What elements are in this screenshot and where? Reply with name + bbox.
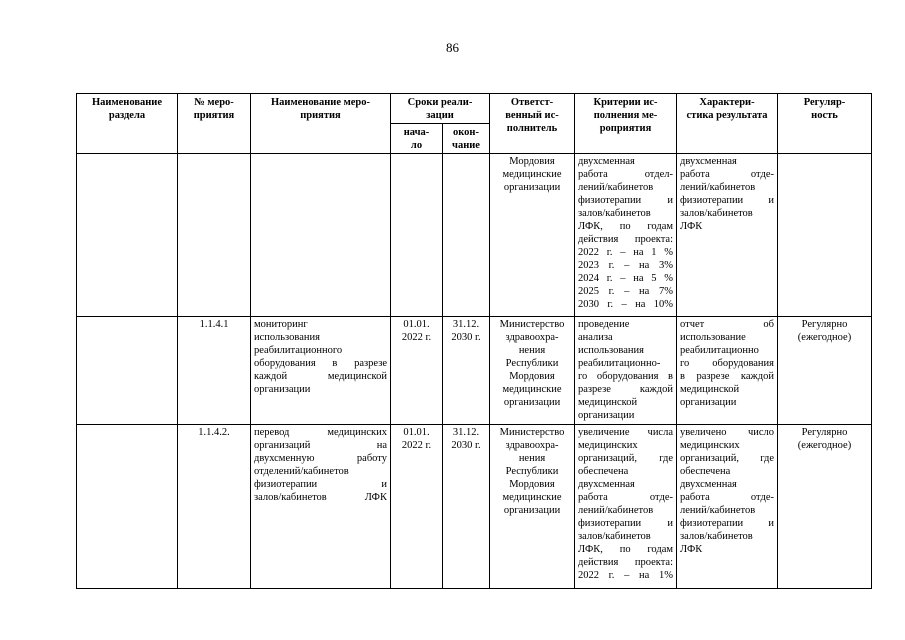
text-line: организации bbox=[254, 384, 311, 395]
text-line: перевод медицинских bbox=[254, 427, 387, 438]
text-line: нения bbox=[518, 345, 546, 356]
cell-end bbox=[443, 154, 490, 317]
text-line: организации bbox=[578, 410, 635, 421]
text-line: физиотерапии и bbox=[680, 518, 774, 529]
text-line: физиотерапии и bbox=[578, 518, 673, 529]
header-start bbox=[391, 124, 443, 154]
text-line: 31.12. bbox=[452, 427, 480, 438]
text-line: Мордовия bbox=[509, 371, 555, 382]
cell-name bbox=[251, 425, 391, 589]
text-line: чание bbox=[452, 140, 480, 151]
cell-regularity bbox=[778, 425, 872, 589]
text-line: организаций на bbox=[254, 440, 387, 451]
text-line: раздела bbox=[108, 110, 146, 121]
text-line: залов/кабинетов ЛФК bbox=[254, 492, 387, 503]
text-line: Критерии ис- bbox=[593, 97, 658, 108]
cell-name bbox=[251, 154, 391, 317]
text-line: ЛФК bbox=[680, 221, 703, 232]
text-line: нения bbox=[518, 453, 546, 464]
text-line: ЛФК, по годам bbox=[578, 544, 673, 555]
table-row bbox=[77, 317, 872, 425]
header-terms bbox=[391, 94, 490, 124]
text-line: увеличение числа bbox=[578, 427, 673, 438]
text-line: медицинских bbox=[578, 440, 638, 451]
text-line: организаций, где bbox=[680, 453, 774, 464]
cell-regularity bbox=[778, 317, 872, 425]
text-line: 2030 г. bbox=[451, 440, 481, 451]
text-line: полнения ме- bbox=[593, 110, 658, 121]
text-line: (ежегодное) bbox=[797, 332, 852, 343]
table-row bbox=[77, 154, 872, 317]
cell-criteria bbox=[575, 317, 677, 425]
text-line: Республики bbox=[505, 466, 559, 477]
cell-result bbox=[677, 317, 778, 425]
page-number: 86 bbox=[446, 40, 459, 55]
text-line: 2024 г. – на 5 % bbox=[578, 273, 673, 284]
header-criteria bbox=[575, 94, 677, 154]
text-line: Мордовия bbox=[509, 479, 555, 490]
cell-result bbox=[677, 425, 778, 589]
text-line: двухсменная bbox=[680, 479, 737, 490]
header-name bbox=[251, 94, 391, 154]
text-line: использования bbox=[578, 345, 644, 356]
text-line: 2022 г. bbox=[401, 440, 432, 451]
text-line: Министерство bbox=[499, 319, 565, 330]
text-line: Республики bbox=[505, 358, 559, 369]
text-line: физиотерапии и bbox=[254, 479, 387, 490]
text-line: окон- bbox=[453, 127, 479, 138]
text-line: № меро- bbox=[194, 97, 234, 108]
text-line: отчет об bbox=[680, 319, 774, 330]
text-line: 31.12. bbox=[452, 319, 480, 330]
cell-number: 1.1.4.2. bbox=[178, 425, 251, 589]
header-section bbox=[77, 94, 178, 154]
text-line: организации bbox=[503, 397, 561, 408]
header-end bbox=[443, 124, 490, 154]
header-number bbox=[178, 94, 251, 154]
text-line: отделений/кабинетов bbox=[254, 466, 349, 477]
text-line: ность bbox=[811, 110, 838, 121]
text-line: реабилитационного bbox=[254, 345, 343, 356]
text-line: лений/кабинетов bbox=[578, 505, 654, 516]
cell-criteria bbox=[575, 154, 677, 317]
text-line: Ответст- bbox=[510, 97, 554, 108]
text-line: здравоохра- bbox=[505, 440, 559, 451]
cell-section bbox=[77, 154, 178, 317]
text-line: медицинские bbox=[502, 384, 562, 395]
text-line: приятия bbox=[193, 110, 235, 121]
text-line: 2023 г. – на 3% bbox=[578, 260, 673, 271]
text-line: приятия bbox=[300, 110, 341, 121]
header-executor bbox=[490, 94, 575, 154]
text-line: медицинские bbox=[502, 169, 562, 180]
text-line: 2025 г. – на 7% bbox=[578, 286, 673, 297]
text-line: Наименование bbox=[92, 97, 162, 108]
text-line: лений/кабинетов bbox=[680, 182, 756, 193]
text-line: в разрезе каждой bbox=[680, 371, 774, 382]
text-line: 2030 г. bbox=[451, 332, 481, 343]
cell-executor bbox=[490, 317, 575, 425]
text-line: реабилитационно- bbox=[578, 358, 661, 369]
cell-end bbox=[443, 425, 490, 589]
text-line: организации bbox=[503, 505, 561, 516]
text-line: Регуляр- bbox=[803, 97, 846, 108]
text-line: обеспечена bbox=[578, 466, 629, 477]
text-line: ЛФК bbox=[680, 544, 703, 555]
text-line: оборудования в разрезе bbox=[254, 358, 387, 369]
text-line: анализа bbox=[578, 332, 613, 343]
text-line: залов/кабинетов bbox=[680, 531, 753, 542]
text-line: организации bbox=[503, 182, 561, 193]
text-line: разрезе каждой bbox=[578, 384, 673, 395]
text-line: физиотерапии и bbox=[680, 195, 774, 206]
text-line: медицинские bbox=[502, 492, 562, 503]
cell-criteria bbox=[575, 425, 677, 589]
cell-start bbox=[391, 154, 443, 317]
text-line: каждой медицинской bbox=[254, 371, 387, 382]
text-line: организации bbox=[680, 397, 737, 408]
text-line: медицинских bbox=[680, 440, 740, 451]
text-line: го оборудования в bbox=[578, 371, 673, 382]
cell-start bbox=[391, 425, 443, 589]
text-line: 2030 г. – на 10% bbox=[578, 299, 673, 310]
text-line: залов/кабинетов bbox=[578, 531, 651, 542]
text-line: обеспечена bbox=[680, 466, 731, 477]
text-line: двухсменная bbox=[578, 479, 635, 490]
text-line: Сроки реали- bbox=[407, 97, 473, 108]
text-line: работа отде- bbox=[578, 492, 673, 503]
cell-section bbox=[77, 425, 178, 589]
text-line: Характери- bbox=[699, 97, 755, 108]
text-line: Регулярно bbox=[801, 427, 848, 438]
text-line: 2022 г. – на 1% bbox=[578, 570, 673, 581]
text-line: (ежегодное) bbox=[797, 440, 852, 451]
cell-executor bbox=[490, 425, 575, 589]
text-line: проведение bbox=[578, 319, 630, 330]
text-line: венный ис- bbox=[505, 110, 559, 121]
text-line: работа отдел- bbox=[578, 169, 673, 180]
header-regularity bbox=[778, 94, 872, 154]
text-line: полнитель bbox=[506, 123, 558, 134]
text-line: залов/кабинетов bbox=[578, 208, 651, 219]
text-line: лений/кабинетов bbox=[578, 182, 654, 193]
text-line: работа отде- bbox=[680, 169, 774, 180]
text-line: двухсменная bbox=[680, 156, 737, 167]
text-line: лений/кабинетов bbox=[680, 505, 756, 516]
text-line: реабилитационно bbox=[680, 345, 759, 356]
text-line: Министерство bbox=[499, 427, 565, 438]
header-result bbox=[677, 94, 778, 154]
text-line: работа отде- bbox=[680, 492, 774, 503]
text-line: организаций, где bbox=[578, 453, 673, 464]
text-line: здравоохра- bbox=[505, 332, 559, 343]
text-line: использование bbox=[680, 332, 746, 343]
text-line: роприятия bbox=[599, 123, 652, 134]
cell-section bbox=[77, 317, 178, 425]
text-line: 01.01. bbox=[403, 427, 430, 438]
text-line: медицинской bbox=[680, 384, 740, 395]
text-line: го оборудования bbox=[680, 358, 774, 369]
text-line: 2022 г. – на 1 % bbox=[578, 247, 673, 258]
cell-start bbox=[391, 317, 443, 425]
measures-table bbox=[76, 93, 872, 589]
text-line: физиотерапии и bbox=[578, 195, 673, 206]
text-line: двухсменная bbox=[578, 156, 635, 167]
text-line: мониторинг bbox=[254, 319, 308, 330]
text-line: действия проекта: bbox=[578, 234, 673, 245]
text-line: увеличено число bbox=[680, 427, 774, 438]
cell-name bbox=[251, 317, 391, 425]
cell-executor bbox=[490, 154, 575, 317]
text-line: Мордовия bbox=[509, 156, 555, 167]
text-line: Наименование меро- bbox=[270, 97, 371, 108]
text-line: ЛФК, по годам bbox=[578, 221, 673, 232]
text-line: использования bbox=[254, 332, 320, 343]
text-line: Регулярно bbox=[801, 319, 848, 330]
text-line: медицинской bbox=[578, 397, 638, 408]
text-line: нача- bbox=[403, 127, 430, 138]
table-row bbox=[77, 425, 872, 589]
text-line: 01.01. bbox=[403, 319, 430, 330]
cell-result bbox=[677, 154, 778, 317]
cell-number bbox=[178, 154, 251, 317]
text-line: стика результата bbox=[686, 110, 768, 121]
text-line: 2022 г. bbox=[401, 332, 432, 343]
cell-regularity bbox=[778, 154, 872, 317]
cell-number: 1.1.4.1 bbox=[178, 317, 251, 425]
text-line: ло bbox=[410, 140, 423, 151]
text-line: зации bbox=[426, 110, 454, 121]
text-line: двухсменную работу bbox=[254, 453, 387, 464]
text-line: залов/кабинетов bbox=[680, 208, 753, 219]
text-line: действия проекта: bbox=[578, 557, 673, 568]
cell-end bbox=[443, 317, 490, 425]
